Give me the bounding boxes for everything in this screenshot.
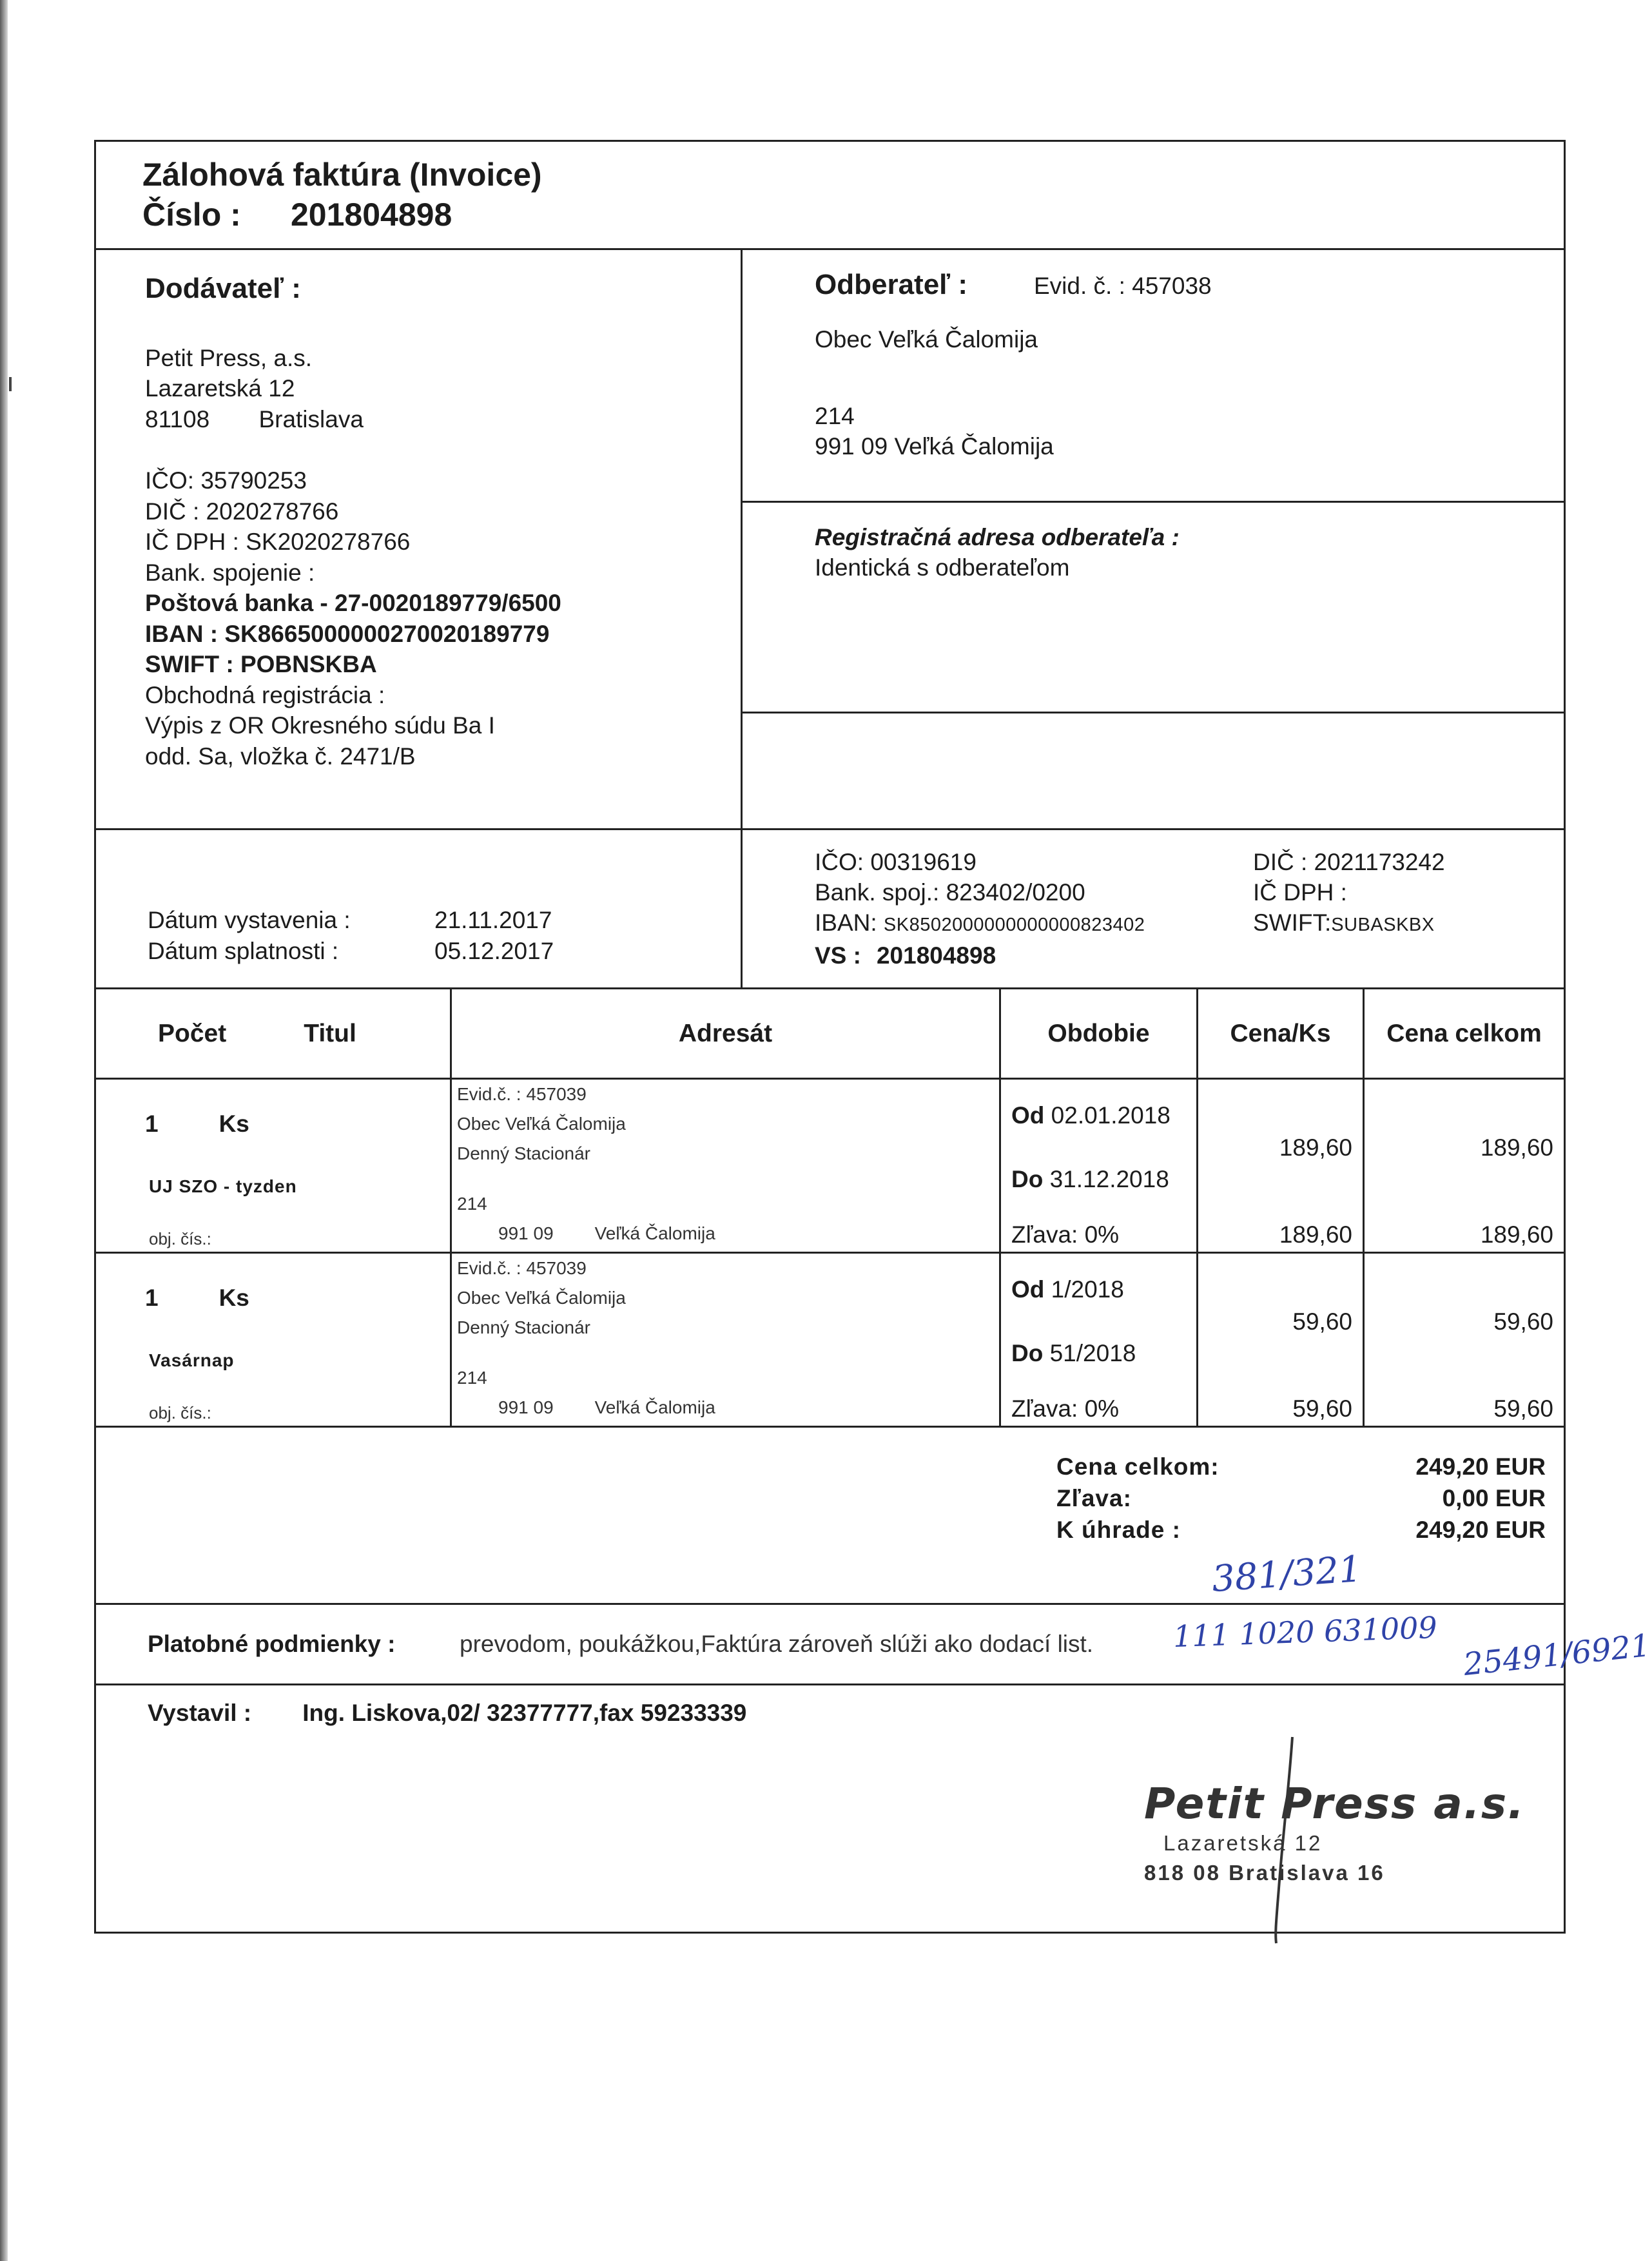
item-unit: Ks [219,1111,249,1137]
customer-block [741,250,1564,828]
item-title: Vasárnap [149,1350,235,1370]
customer-registration-value: Identická s odberateľom [815,554,1070,581]
item-order-number: obj. čís.: [149,1229,211,1248]
invoice-number-label: Číslo : [142,197,241,233]
header-unit-price-cell [1196,989,1363,1078]
supplier-iban: IBAN : SK8665000000270020189779 [145,620,550,647]
header-addressee-cell [450,989,999,1078]
header-count: Počet [158,1019,227,1047]
signature-stroke [1263,1734,1302,1946]
invoice-number-line [142,195,542,235]
item-discount: Zľava: 0% [1011,1395,1120,1422]
supplier-registration-line2: odd. Sa, vložka č. 2471/B [145,742,416,770]
due-date: 05.12.2017 [434,938,554,964]
supplier-city-line [145,404,741,435]
header-count-title [96,989,450,1078]
handwritten-note-1: 381/321 [1210,1548,1363,1601]
stamp-city: 818 08 Bratislava 16 [1144,1861,1385,1885]
customer-swift: SUBASKBX [1331,915,1435,935]
item-addr-name: Obec Veľká Čalomija [457,1114,626,1134]
supplier-registration-line1: Výpis z OR Okresného súdu Ba I [145,712,495,739]
handwritten-note-3: 25491/6921 [1461,1627,1652,1684]
customer-heading: Odberateľ : [815,269,967,300]
item-discount: Zľava: 0% [1011,1221,1120,1248]
supplier-block [96,250,741,828]
issue-date: 21.11.2017 [434,907,552,933]
invoice-number: 201804898 [291,197,452,233]
supplier-dic: DIČ : 2020278766 [145,498,339,525]
item-unit-price: 59,60 [1292,1308,1352,1335]
customer-iban: SK8502000000000000823402 [883,915,1145,935]
supplier-ic-dph: IČ DPH : SK2020278766 [145,529,411,555]
customer-swift-line [1253,907,1445,940]
item-addr-name: Obec Veľká Čalomija [457,1288,626,1308]
customer-ico: IČO: 00319619 [815,849,977,875]
supplier-heading: Dodávateľ : [145,273,301,304]
issue-date-label: Dátum vystavenia : [148,907,351,933]
customer-bank-block [741,830,1564,987]
item-addr-zip: 991 09 [498,1397,554,1417]
item-unit: Ks [219,1285,249,1311]
header-period: Obdobie [1047,1019,1150,1047]
header-title: Titul [304,1019,356,1047]
customer-registration-heading: Registračná adresa odberateľa : [815,524,1180,550]
invoice-frame [94,140,1566,1934]
item-from-label: Od [1011,1102,1045,1129]
discount-total: 0,00 EUR [1442,1485,1546,1511]
due-date-label: Dátum splatnosti : [148,938,339,964]
customer-iban-label: IBAN: [815,909,877,936]
item-total: 189,60 [1480,1134,1553,1161]
customer-registration [743,503,1564,713]
variable-symbol: 201804898 [876,942,996,969]
item-total: 59,60 [1493,1308,1553,1335]
payment-terms-label: Platobné podmienky : [148,1631,396,1657]
scan-mark [9,377,12,391]
document-title [142,155,542,195]
item-addr-sub: Denný Stacionár [457,1317,591,1337]
customer-address [743,250,1564,503]
discount-total-label: Zľava: [1056,1485,1132,1511]
stamp-company-name: Petit Press a.s. [1144,1779,1526,1829]
header-addressee: Adresát [678,1019,773,1047]
customer-dic: DIČ : 2021173242 [1253,849,1445,875]
supplier-city: Bratislava [258,405,364,432]
item-to: 51/2018 [1049,1340,1136,1366]
customer-name: Obec Veľká Čalomija [815,326,1038,353]
item-title: UJ SZO - tyzden [149,1176,297,1196]
item-from: 02.01.2018 [1051,1102,1171,1129]
header-total-price: Cena celkom [1386,1019,1542,1047]
supplier-street: Lazaretská 12 [145,375,295,402]
supplier-registration-label: Obchodná registrácia : [145,681,385,708]
item-addr-sub: Denný Stacionár [457,1143,591,1163]
customer-city: 991 09 Veľká Čalomija [815,433,1054,460]
title-section [96,142,1564,250]
company-stamp [1144,1779,1525,1888]
item-addr-house: 214 [457,1368,487,1388]
item-total-after-discount: 59,60 [1493,1395,1553,1422]
amount-due-label: K úhrade : [1056,1517,1181,1543]
payment-terms-value: prevodom, poukážkou,Faktúra zároveň slúži ako dodací list. [460,1631,1094,1657]
supplier-swift: SWIFT : POBNSKBA [145,651,377,677]
item-to-label: Do [1011,1166,1044,1192]
parties-section [96,250,1564,830]
item-addr-house: 214 [457,1194,487,1214]
header-total-price-cell [1363,989,1564,1078]
supplier-bank: Poštová banka - 27-0020189779/6500 [145,590,561,616]
item-to-label: Do [1011,1340,1044,1366]
item-addr-city: Veľká Čalomija [594,1223,715,1243]
customer-house: 214 [815,403,855,429]
supplier-bank-label: Bank. spojenie : [145,559,315,586]
item-unit-price-after-discount: 59,60 [1292,1395,1352,1422]
supplier-name: Petit Press, a.s. [145,344,313,371]
header-unit-price: Cena/Ks [1230,1019,1331,1047]
header-period-cell [999,989,1196,1078]
variable-symbol-label: VS : [815,942,861,969]
issuer-label: Vystavil : [148,1700,252,1726]
grand-total: 249,20 EUR [1415,1453,1546,1480]
item-evid: Evid.č. : 457039 [457,1084,587,1104]
supplier-zip: 81108 [145,405,210,432]
grand-total-label: Cena celkom: [1056,1453,1220,1480]
customer-evid: Evid. č. : 457038 [1034,273,1212,299]
item-unit-price: 189,60 [1279,1134,1352,1161]
customer-iban-line [815,907,1253,940]
supplier-ico: IČO: 35790253 [145,467,307,494]
item-qty: 1 [145,1111,159,1137]
variable-symbol-line [815,940,1253,971]
dates-bank-section [96,830,1564,989]
item-total-after-discount: 189,60 [1480,1221,1553,1248]
item-to: 31.12.2018 [1049,1166,1169,1192]
customer-bank-account: Bank. spoj.: 823402/0200 [815,879,1085,906]
stamp-street: Lazaretská 12 [1163,1831,1323,1855]
customer-swift-label: SWIFT: [1253,909,1332,936]
dates-block [96,830,741,987]
item-from: 1/2018 [1051,1276,1124,1303]
item-evid: Evid.č. : 457039 [457,1258,587,1278]
amount-due: 249,20 EUR [1415,1517,1546,1543]
issuer-value: Ing. Liskova,02/ 32377777,fax 59233339 [302,1700,747,1726]
table-header [96,989,1564,1080]
item-addr-zip: 991 09 [498,1223,554,1243]
item-order-number: obj. čís.: [149,1403,211,1422]
item-qty: 1 [145,1285,159,1311]
customer-ic-dph: IČ DPH : [1253,879,1347,906]
table-row [96,1254,1564,1428]
title-text: Zálohová faktúra (Invoice) [142,157,542,193]
customer-empty-cell [743,713,1564,828]
item-addr-city: Veľká Čalomija [594,1397,715,1417]
item-unit-price-after-discount: 189,60 [1279,1221,1352,1248]
handwritten-note-2: 111 1020 631009 [1172,1609,1438,1655]
scan-edge [0,0,8,2261]
table-row [96,1080,1564,1254]
item-from-label: Od [1011,1276,1045,1303]
